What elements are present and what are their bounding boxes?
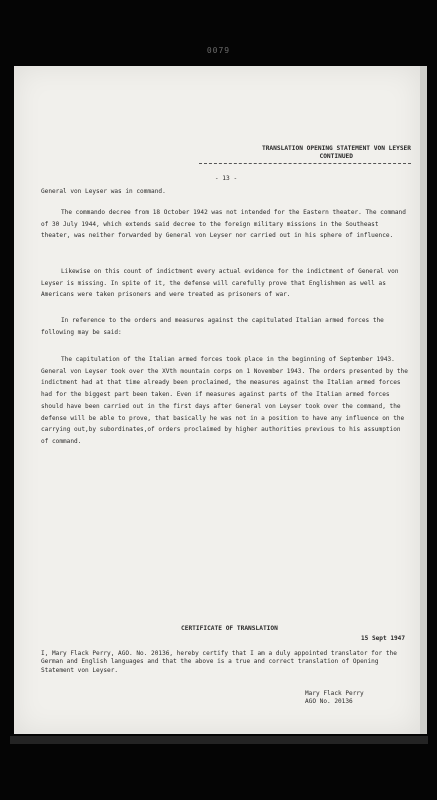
signature-ago-number: AGO No. 20136 <box>305 698 353 705</box>
certificate-body: I, Mary Flack Perry, AGO. No. 20136, hereby certify that I am a duly appointed translator for the German and English languages and that the above is a true and correct translation of Opening Statement von Leyser. <box>41 650 397 674</box>
certificate-date: 15 Sept 1947 <box>360 635 405 642</box>
paragraph-1: General von Leyser was in command. <box>41 188 166 195</box>
paragraph-2: The commando decree from 18 October 1942 was not intended for the Eastern theater. The command of 30 July 1944, which extends said decree to the foreign military missions in the Southeast theater, was neither forwarded by General von Leyser nor carried out in his sphere of influence. <box>41 209 406 240</box>
paragraph-4: In reference to the orders and measures against the capitulated Italian armed forces the following may be said: <box>41 317 384 336</box>
document-page <box>14 66 420 734</box>
header-underline <box>199 163 411 164</box>
signature-name: Mary Flack Perry <box>305 690 364 697</box>
header-title: TRANSLATION OPENING STATEMENT VON LEYSER <box>261 145 411 152</box>
page-number: - 13 - <box>214 175 238 182</box>
film-bottom-strip <box>10 736 428 744</box>
paragraph-5: The capitulation of the Italian armed forces took place in the beginning of September 1943. General von Leyser took over the XVth mountain corps on 1 November 1943. The orders presented by the indictment had at that time already been proclaimed, the measures against the Italian armed forces had for the biggest part been taken. Even if measures against parts of the Italian armed forces should have been carried out in the first days after General von Leyser took over the command, the defense will be able to prove, that basically he was not in a position to have any influence on the carrying out,by subordinates,of orders proclaimed by higher authorities previous to his assumption of command. <box>41 356 408 445</box>
page-edge-shadow <box>420 66 427 734</box>
paragraph-3: Likewise on this count of indictment every actual evidence for the indictment of General von Leyser is missing. In spite of it, the defense will carefully prove that Englishmen as well as Americans were taken prisoners and were treated as prisoners of war. <box>41 268 399 299</box>
certificate-title: CERTIFICATE OF TRANSLATION <box>181 625 278 632</box>
microfilm-frame-number: 0079 <box>206 46 231 55</box>
header-continued: CONTINUED <box>319 153 353 160</box>
